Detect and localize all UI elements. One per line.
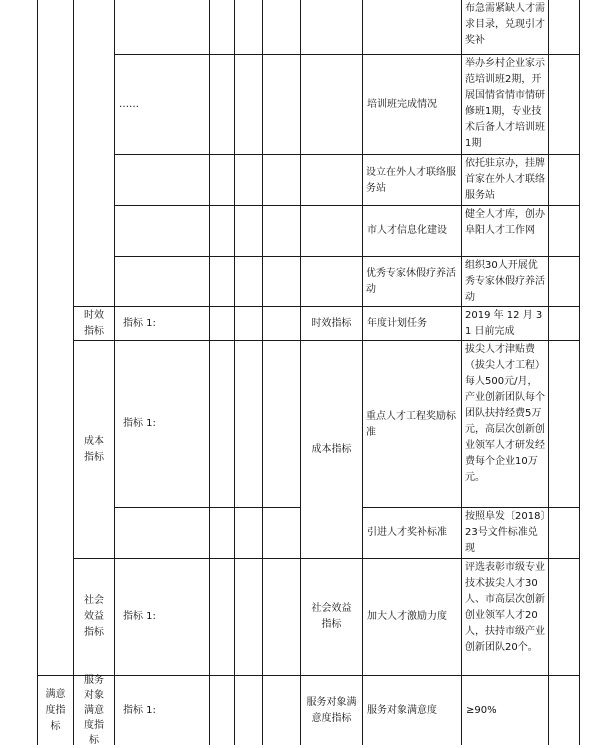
grid-line (114, 507, 209, 508)
grid-line (209, 507, 234, 508)
indicator-cell: 服务对象满意度 (367, 704, 437, 716)
category-cell: 时效指标 (311, 317, 352, 329)
grid-line (234, 0, 235, 745)
indicator-cell: 年度计划任务 (367, 317, 427, 329)
indicator-number-cell: 指标 1: (123, 317, 156, 329)
indicator-number-cell: 指标 1: (123, 418, 156, 429)
category-cell: 服务对象满意度指标 (84, 675, 104, 746)
category-cell: 成本指标 (84, 435, 104, 463)
value-cell: 组织30人开展优秀专家休假疗养活动 (465, 260, 545, 303)
group-cell: 满意度指标 (45, 688, 66, 732)
grid-line (579, 0, 580, 745)
category-cell: 社会效益指标 (84, 595, 104, 638)
indicator-cell: 培训班完成情况 (367, 98, 437, 110)
indicator-cell: 市人才信息化建设 (367, 225, 447, 236)
grid-line (234, 507, 262, 508)
value-cell: 健全人才库，创办阜阳人才工作网 (465, 209, 545, 236)
indicator-cell: 加大人才激励力度 (367, 611, 447, 622)
indicator-cell: 重点人才工程奖励标准 (366, 410, 456, 438)
indicator-number-cell: 指标 1: (123, 704, 156, 716)
value-cell: ≥90% (466, 704, 497, 716)
category-cell: 社会效益指标 (311, 603, 352, 630)
indicator-cell: 优秀专家休假疗养活动 (366, 268, 456, 295)
indicator-cell: 引进人才奖补标准 (367, 527, 447, 538)
category-cell: 时效指标 (84, 309, 104, 337)
value-cell: 举办乡村企业家示范培训班2期，开展国情省情市情研修班1期，专业技术后备人才培训班1期 (465, 58, 545, 149)
category-cell: 成本指标 (311, 443, 352, 455)
grid-line (548, 0, 549, 745)
grid-line (262, 507, 300, 508)
grid-line (262, 0, 263, 745)
value-cell: 布急需紧缺人才需求目录，兑现引才奖补 (465, 3, 545, 46)
indicator-number-cell: 指标 1: (123, 611, 156, 622)
value-cell: 拔尖人才津贴费（拔尖人才工程）每人500元/月，产业创新团队每个团队扶持经费5万元，高层次创新创业领军人才研发经费每个企业10万元。 (465, 344, 545, 483)
category-cell: 服务对象满意度指标 (306, 696, 357, 724)
placeholder-cell: …… (119, 98, 139, 110)
grid-line (209, 0, 210, 745)
grid-line (37, 0, 38, 745)
value-cell: 评选表彰市级专业技术拔尖人才30人、市高层次创新创业领军人才20人，扶持市级产业创新团队20个。 (465, 562, 545, 653)
value-cell: 按照阜发〔2018〕23号文件标准兑现 (465, 511, 546, 554)
value-cell: 依托驻京办，挂牌首家在外人才联络服务站 (465, 158, 545, 201)
value-cell: 2019 年 12 月 31 日前完成 (465, 310, 543, 337)
indicator-cell: 设立在外人才联络服务站 (366, 166, 456, 194)
